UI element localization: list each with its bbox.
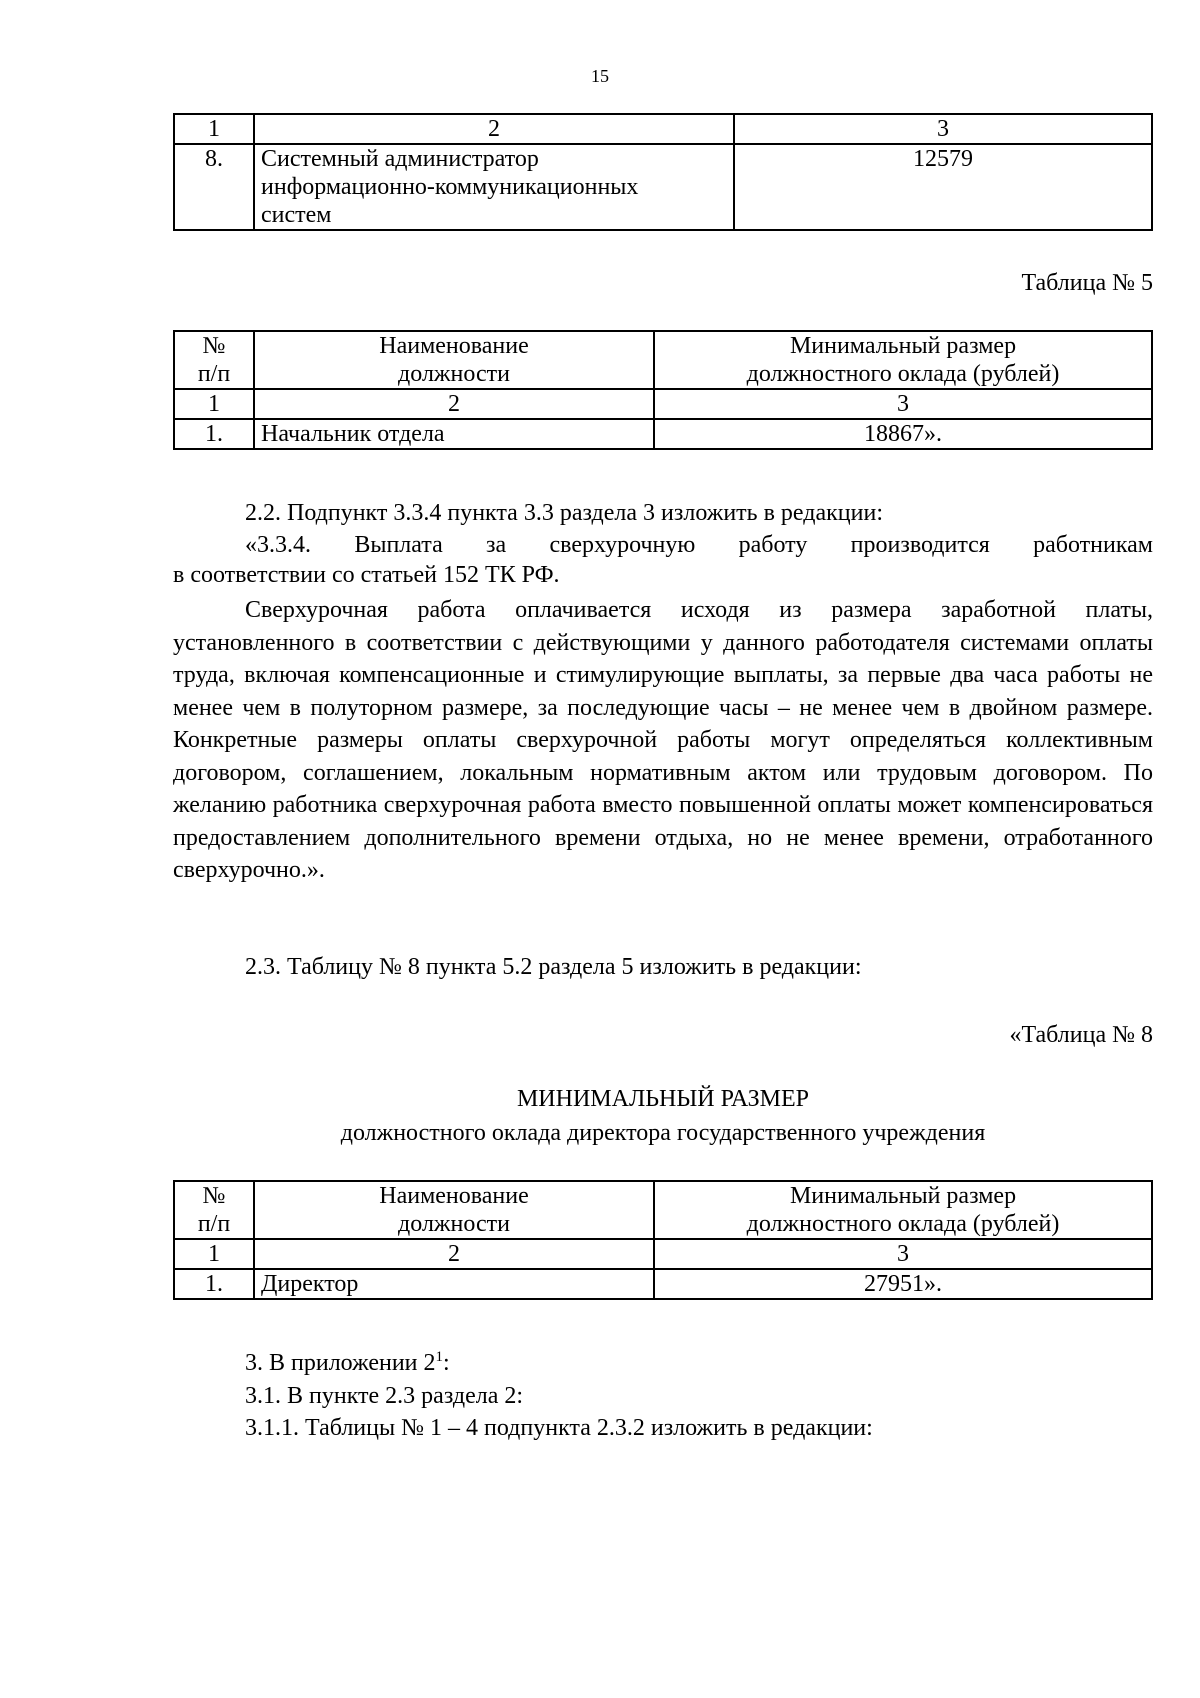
table5-caption: Таблица № 5: [1021, 270, 1153, 296]
paragraph-3-text: 3. В приложении 2: [245, 1350, 436, 1376]
table8-subtitle: должностного оклада директора государственного учреждения: [340, 1120, 986, 1146]
table-row: [174, 419, 1152, 449]
header-position-l2: должности: [398, 361, 510, 387]
header-position: [254, 331, 654, 389]
paragraph-3-3-4: [173, 530, 1153, 590]
header-number: [174, 331, 254, 389]
index-cell-3: 3: [734, 114, 1152, 144]
paragraph-3-1: 3.1. В пункте 2.3 раздела 2:: [245, 1383, 524, 1409]
index-cell-2: 2: [254, 1239, 654, 1269]
paragraph-3-1-1: 3.1.1. Таблицы № 1 – 4 подпункта 2.3.2 изложить в редакции:: [245, 1415, 873, 1441]
header-number-l2: п/п: [197, 1211, 231, 1237]
paragraph-3-colon: :: [443, 1350, 450, 1376]
table-header-row: [174, 331, 1152, 389]
index-cell-1: 1: [174, 114, 254, 144]
header-position: [254, 1181, 654, 1239]
paragraph-3-3-4-line2: в соответствии со статьей 152 ТК РФ.: [173, 562, 560, 588]
page-number: 15: [591, 66, 609, 86]
table-row: [174, 1269, 1152, 1299]
table8-caption: «Таблица № 8: [1009, 1022, 1153, 1048]
index-cell-3: 3: [654, 1239, 1152, 1269]
index-cell-1: 1: [174, 389, 254, 419]
row-number: 8.: [174, 144, 254, 230]
table-header-row: [174, 1181, 1152, 1239]
position-name: Директор: [254, 1269, 654, 1299]
header-salary-l2: должностного оклада (рублей): [746, 1211, 1060, 1237]
table-index-row: [174, 1239, 1152, 1269]
table-row: [174, 144, 1152, 230]
position-name-line: Системный администратор: [261, 146, 539, 172]
salary-value: 27951».: [654, 1269, 1152, 1299]
header-salary: [654, 1181, 1152, 1239]
table-5: [173, 330, 1153, 450]
position-name-line: информационно-коммуникационных: [261, 174, 639, 200]
salary-value: 18867».: [654, 419, 1152, 449]
header-number-l1: №: [202, 333, 226, 359]
paragraph-2-3: 2.3. Таблицу № 8 пункта 5.2 раздела 5 изложить в редакции:: [245, 954, 862, 980]
row-number: 1.: [174, 1269, 254, 1299]
header-salary: [654, 331, 1152, 389]
position-name: [254, 144, 734, 230]
header-position-l1: Наименование: [379, 1183, 529, 1209]
position-name: Начальник отдела: [254, 419, 654, 449]
paragraph-3-3-4-line1: «3.3.4. Выплата за сверхурочную работу производится работникам: [245, 532, 1153, 558]
index-cell-3: 3: [654, 389, 1152, 419]
header-number: [174, 1181, 254, 1239]
table-8: [173, 1180, 1153, 1300]
header-position-l2: должности: [398, 1211, 510, 1237]
paragraph-2-2: 2.2. Подпункт 3.3.4 пункта 3.3 раздела 3 изложить в редакции:: [245, 500, 883, 526]
index-cell-2: 2: [254, 389, 654, 419]
header-salary-l2: должностного оклада (рублей): [746, 361, 1060, 387]
row-number: 1.: [174, 419, 254, 449]
paragraph-3: [245, 1348, 450, 1378]
table8-title: МИНИМАЛЬНЫЙ РАЗМЕР: [516, 1086, 810, 1112]
index-cell-2: 2: [254, 114, 734, 144]
table-index-row: [174, 389, 1152, 419]
header-number-l2: п/п: [197, 361, 231, 387]
table-index-row: [174, 114, 1152, 144]
position-name-line: систем: [261, 202, 332, 228]
header-number-l1: №: [202, 1183, 226, 1209]
header-salary-l1: Минимальный размер: [789, 1183, 1017, 1209]
paragraph-overtime: Сверхурочная работа оплачивается исходя из размера заработной платы, установленного в соответствии с действующими у данного работодателя системами оплаты труда, включая компенсационные и стимулирующие выплаты, за первые два часа работы не менее чем в полуторном размере, за последующие часы – не менее чем в двойном размере. Конкретные размеры оплаты сверхурочной работы могут определяться коллективным договором, соглашением, локальным нормативным актом или трудовым договором. По желанию работника сверхурочная работа вместо повышенной оплаты может компенсироваться предоставлением дополнительного времени отдыха, но не менее времени, отработанного сверхурочно.».: [173, 597, 1153, 883]
index-cell-1: 1: [174, 1239, 254, 1269]
header-position-l1: Наименование: [379, 333, 529, 359]
paragraph-3-superscript: 1: [435, 1349, 444, 1365]
salary-value: 12579: [734, 144, 1152, 230]
table-continuation: [173, 113, 1153, 231]
header-salary-l1: Минимальный размер: [789, 333, 1017, 359]
